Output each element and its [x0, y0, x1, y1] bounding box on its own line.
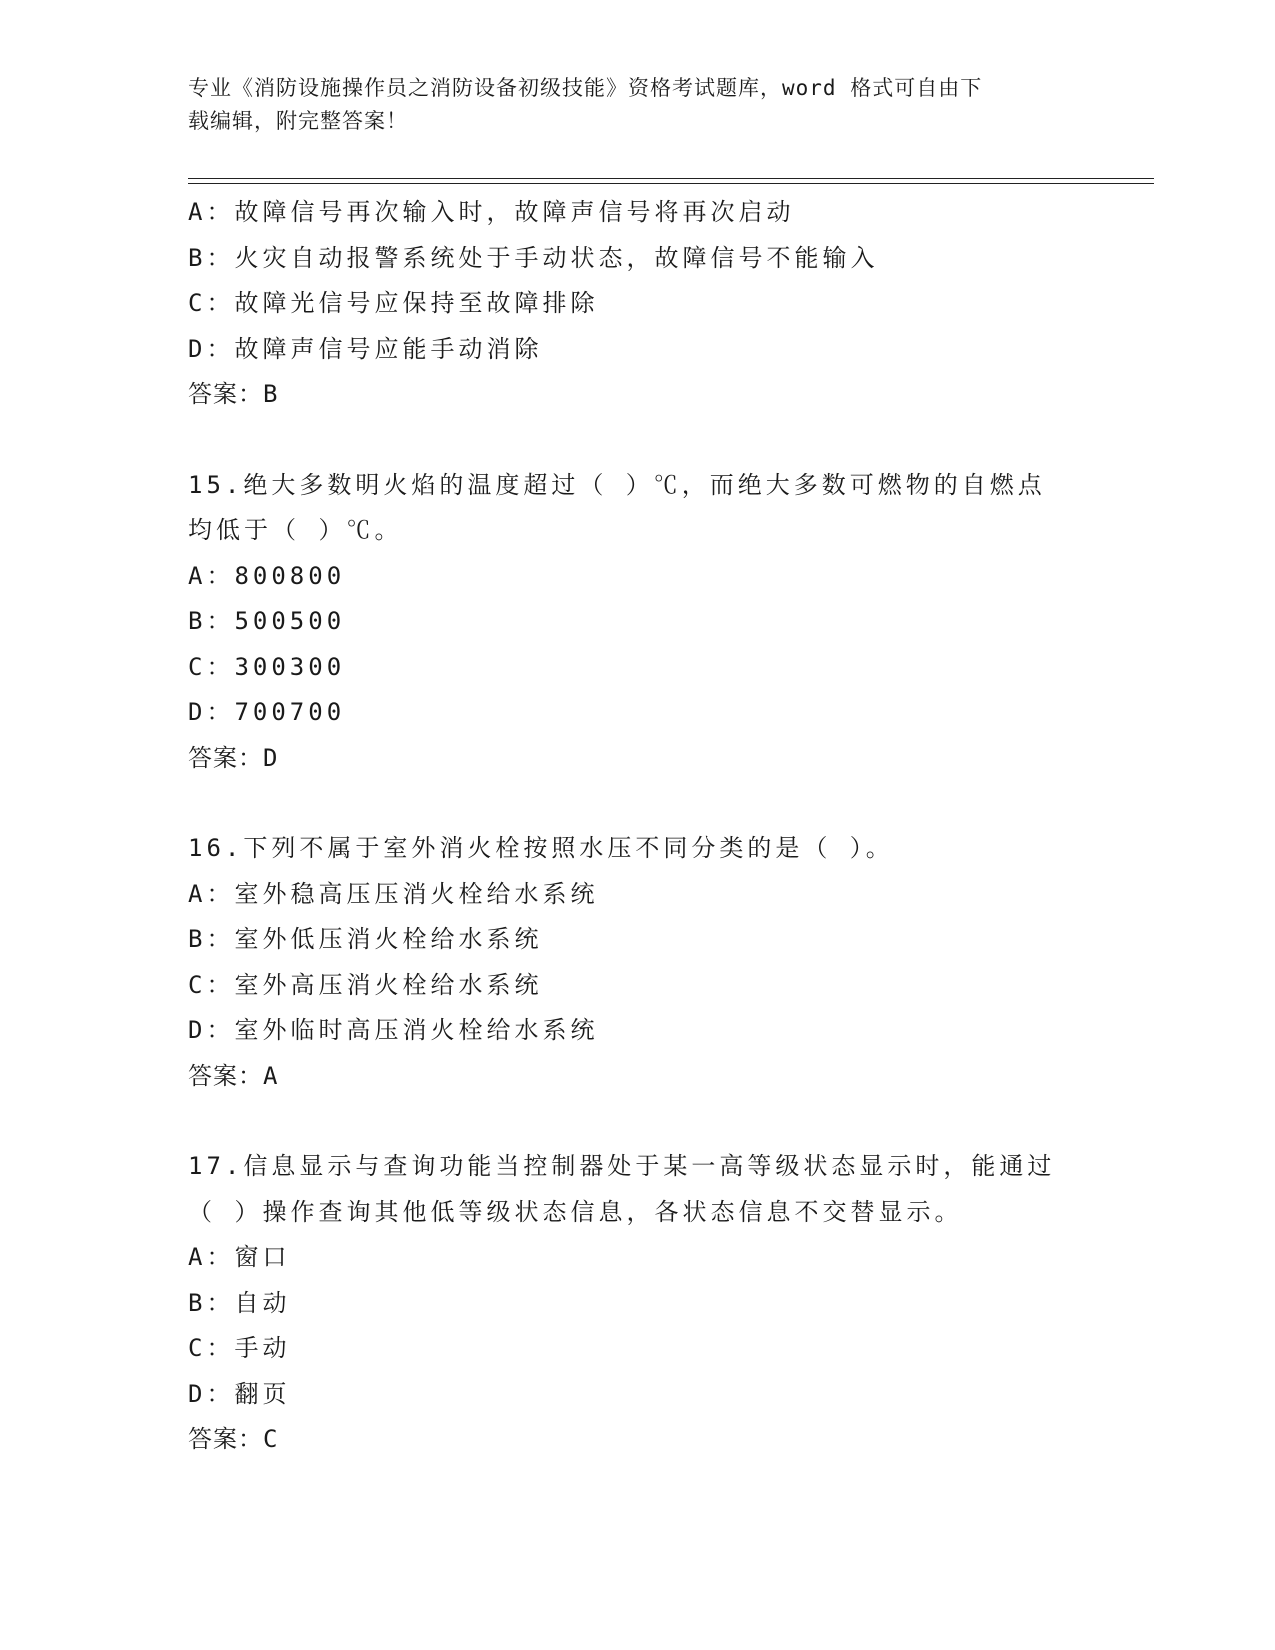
option-d: D：700700	[188, 698, 346, 726]
document-header	[188, 72, 1088, 138]
option-c: C：300300	[188, 652, 346, 681]
answer-line: 答案：A	[188, 1061, 279, 1090]
option-a: A：800800	[188, 561, 346, 590]
option-a: A：室外稳高压压消火栓给水系统	[188, 879, 599, 908]
question-stem-line-2: （ ）操作查询其他低等级状态信息，各状态信息不交替显示。	[188, 1197, 963, 1226]
option-c: C：室外高压消火栓给水系统	[188, 970, 543, 999]
option-b: B：自动	[188, 1288, 291, 1317]
option-b: B：火灾自动报警系统处于手动状态，故障信号不能输入	[188, 243, 879, 272]
question-stem-line-1: 17.信息显示与查询功能当控制器处于某一高等级状态显示时，能通过	[188, 1152, 1056, 1180]
question-17	[188, 1144, 1088, 1463]
question-16	[188, 826, 1088, 1099]
answer-line: 答案：C	[188, 1425, 279, 1453]
option-b: B：500500	[188, 607, 346, 635]
answer-line: 答案：B	[188, 380, 279, 408]
header-line-2: 载编辑，附完整答案！	[188, 109, 408, 133]
option-a: A：窗口	[188, 1243, 291, 1271]
spacer	[188, 1099, 1088, 1144]
question-stem-line-1: 15.绝大多数明火焰的温度超过（ ）℃，而绝大多数可燃物的自燃点	[188, 470, 1046, 499]
option-b: B：室外低压消火栓给水系统	[188, 925, 543, 953]
option-a: A：故障信号再次输入时，故障声信号将再次启动	[188, 198, 795, 226]
option-d: D：故障声信号应能手动消除	[188, 334, 543, 363]
answer-line: 答案：D	[188, 743, 279, 772]
header-divider-top	[188, 178, 1154, 179]
question-14	[188, 190, 1088, 418]
header-line-1: 专业《消防设施操作员之消防设备初级技能》资格考试题库，word 格式可自由下	[188, 76, 983, 100]
question-stem-line-1: 16.下列不属于室外消火栓按照水压不同分类的是（ ）。	[188, 834, 894, 862]
option-c: C：故障光信号应保持至故障排除	[188, 289, 599, 317]
option-d: D：室外临时高压消火栓给水系统	[188, 1016, 599, 1044]
question-stem-line-2: 均低于（ ）℃。	[188, 516, 403, 544]
question-15	[188, 463, 1088, 782]
spacer	[188, 418, 1088, 463]
spacer	[188, 781, 1088, 826]
option-c: C：手动	[188, 1334, 291, 1362]
header-divider-bottom	[188, 183, 1154, 184]
option-d: D：翻页	[188, 1379, 291, 1408]
question-list	[188, 190, 1088, 1463]
